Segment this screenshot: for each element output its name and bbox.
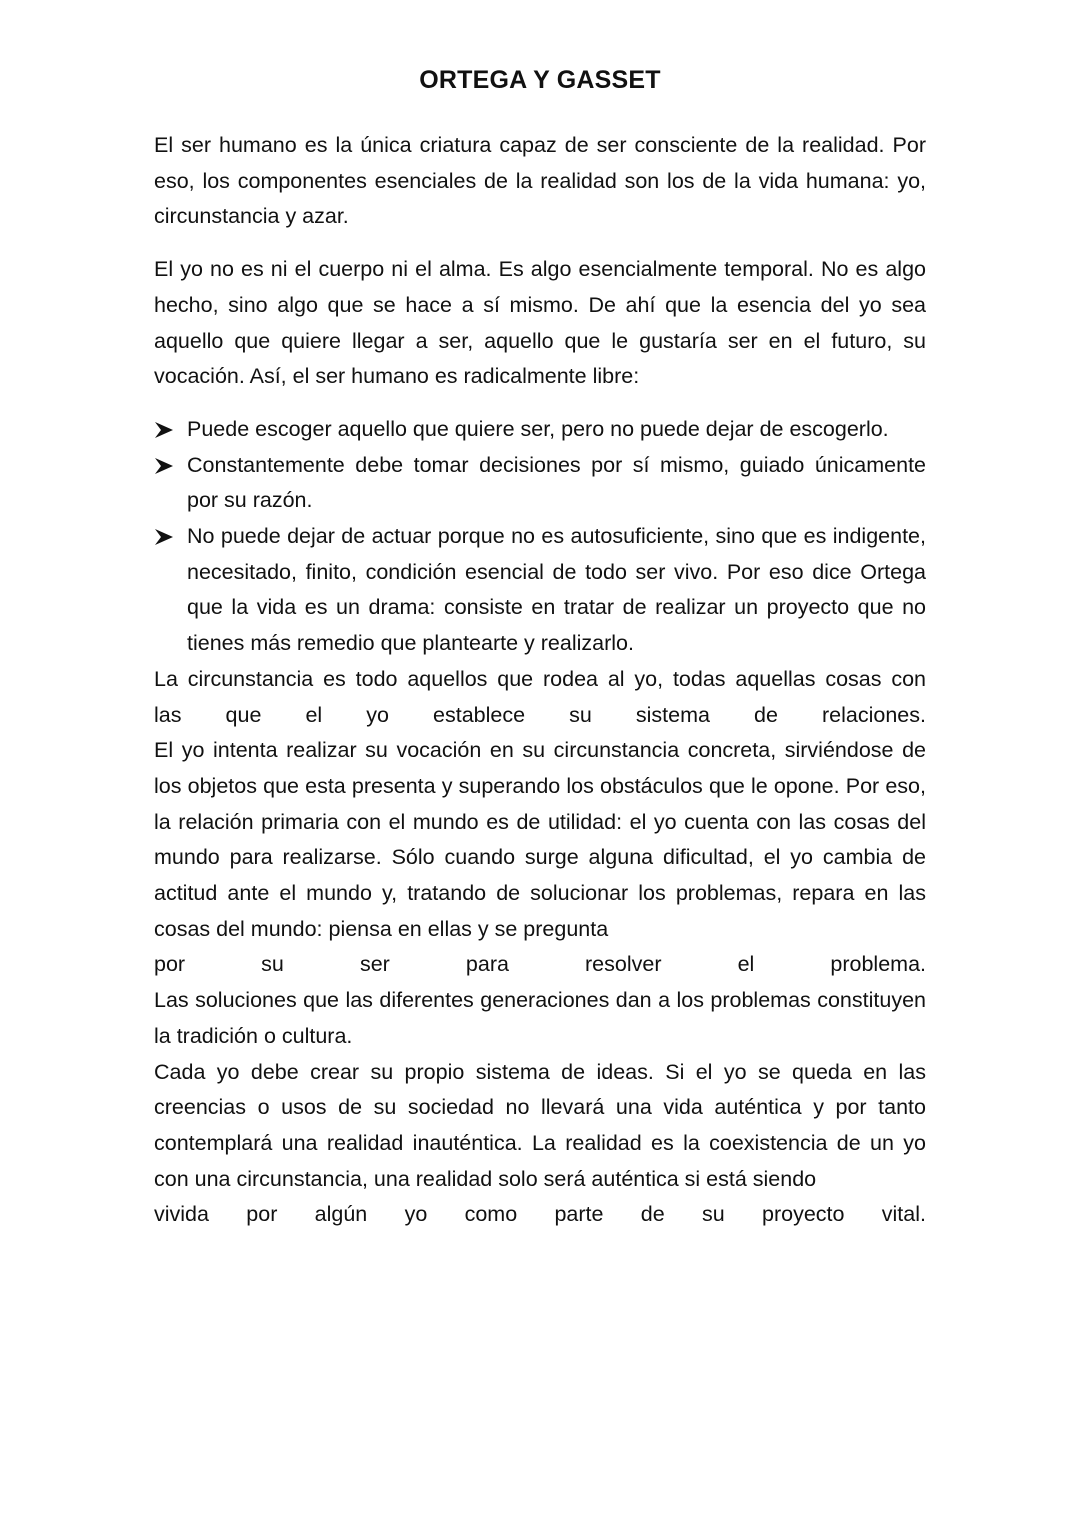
arrowhead-bullet-icon xyxy=(154,528,174,546)
paragraph-ideas xyxy=(154,1055,926,1234)
paragraph-intro: El ser humano es la única criatura capaz de ser consciente de la realidad. Por eso, los componentes esenciales de la realidad son los de la vida humana: yo, circunstancia y azar. xyxy=(154,133,926,229)
arrowhead-bullet-icon xyxy=(154,457,174,475)
text-line: por su ser para resolver el problema. xyxy=(154,952,926,977)
text-block: Cada yo debe crear su propio sistema de ideas. Si el yo se queda en las creencias o usos de su sociedad no llevará una vida auténtica y por tanto contemplará una realidad inauténtica. La realidad es la coexistencia de un yo con una circunstancia, una realidad solo será auténtica si está siendo xyxy=(154,1059,926,1191)
list-item xyxy=(154,412,926,448)
text-line: vivida por algún yo como parte de su proyecto vital. xyxy=(154,1202,926,1227)
paragraph-circunstancia xyxy=(154,662,926,1055)
paragraph-yo: El yo no es ni el cuerpo ni el alma. Es algo esencialmente temporal. No es algo hecho, sino algo que se hace a sí mismo. De ahí que la esencia del yo sea aquello que quiere llegar a ser, aquello que le gustaría ser en el futuro, su vocación. Así, el ser humano es radicalmente libre: xyxy=(154,257,926,389)
list-item xyxy=(154,519,926,662)
list-item-text: Constantemente debe tomar decisiones por sí mismo, guiado únicamente por su razón. xyxy=(187,452,926,513)
text-block: El yo intenta realizar su vocación en su circunstancia concreta, sirviéndose de los objetos que esta presenta y superando los obstáculos que le opone. Por eso, la relación primaria con el mundo es de utilidad: el yo cuenta con las cosas del mundo para realizarse. Sólo cuando surge alguna dificultad, el yo cambia de actitud ante el mundo y, tratando de solucionar los problemas, repara en las cosas del mundo: piensa en ellas y se pregunta xyxy=(154,738,926,941)
text-block: Las soluciones que las diferentes generaciones dan a los problemas constituyen la tradición o cultura. xyxy=(154,988,926,1048)
page-title: ORTEGA Y GASSET xyxy=(419,66,661,94)
text-line: las que el yo establece su sistema de relaciones. xyxy=(154,702,926,727)
list-item-text: Puede escoger aquello que quiere ser, pero no puede dejar de escogerlo. xyxy=(187,416,889,441)
text-line: La circunstancia es todo aquellos que rodea al yo, todas aquellas cosas con xyxy=(154,666,926,691)
arrowhead-bullet-icon xyxy=(154,421,174,439)
list-item-text: No puede dejar de actuar porque no es autosuficiente, sino que es indigente, necesitado, finito, condición esencial de todo ser vivo. Por eso dice Ortega que la vida es un drama: consiste en tratar de realizar un proyecto que no tienes más remedio que plantearte y realizarlo. xyxy=(187,524,926,656)
list-item xyxy=(154,448,926,519)
freedom-list xyxy=(154,412,926,662)
document-body xyxy=(154,128,926,1233)
